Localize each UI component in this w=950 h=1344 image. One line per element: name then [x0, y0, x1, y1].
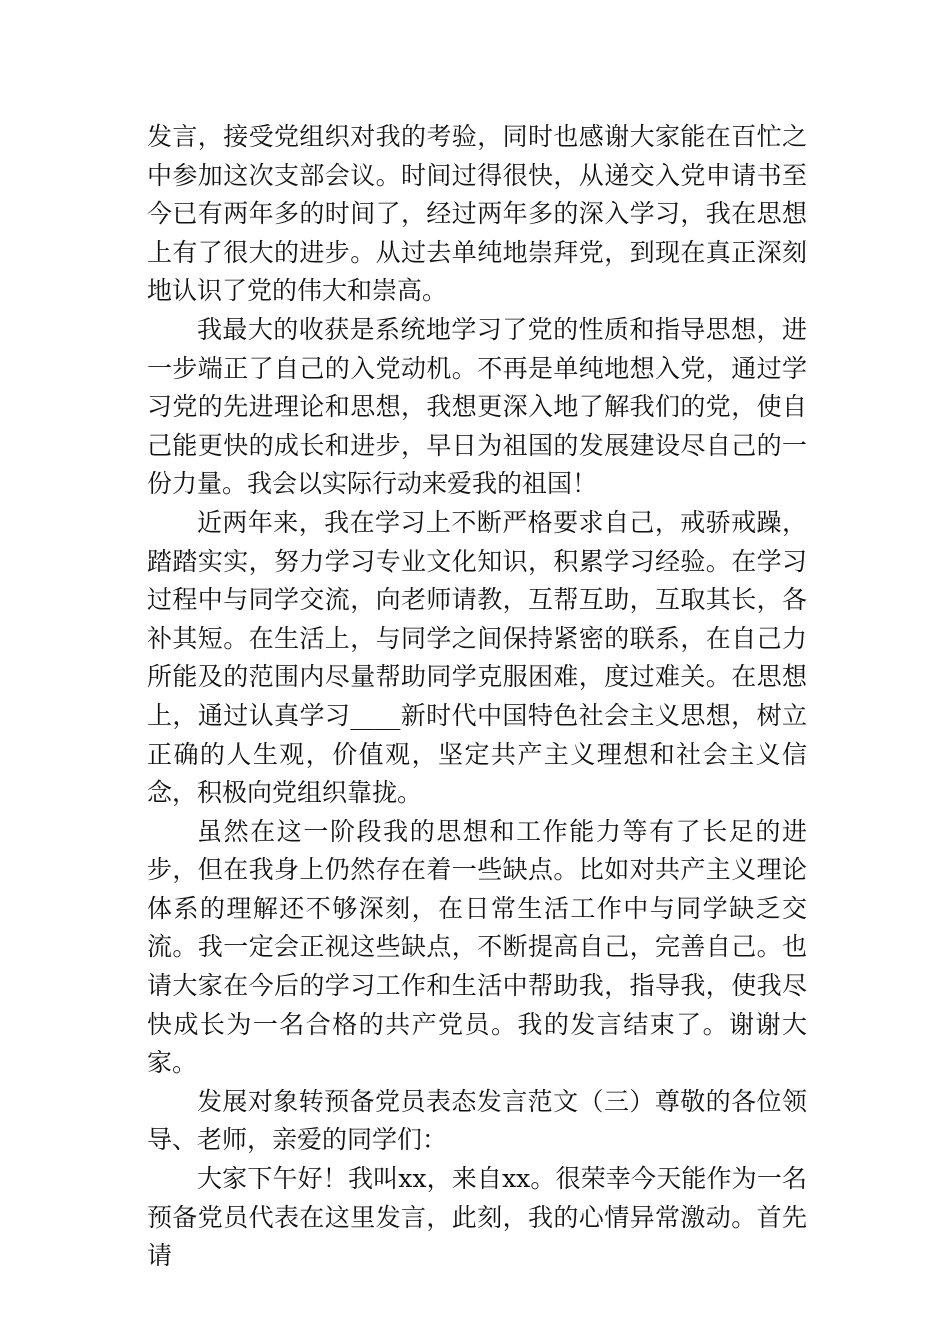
paragraph-1: 发言，接受党组织对我的考验，同时也感谢大家能在百忙之中参加这次支部会议。时间过得很快，从递交入党申请书至今已有两年多的时间了，经过两年多的深入学习，我在思想上有了很大的进步。从过去单纯地崇拜党，到现在真正深刻地认识了党的伟大和崇高。 — [147, 122, 807, 306]
paragraph-4: 虽然在这一阶段我的思想和工作能力等有了长足的进步，但在我身上仍然存在着一些缺点。比如对共产主义理论体系的理解还不够深刻，在日常生活工作中与同学缺乏交流。我一定会正视这些缺点，不断提高自己，完善自己。也请大家在今后的学习工作和生活中帮助我，指导我，使我尽快成长为一名合格的共产党员。我的发言结束了。谢谢大家。 — [147, 816, 807, 1078]
document-body — [147, 118, 807, 1276]
paragraph-6: 大家下午好！我叫xx，来自xx。很荣幸今天能作为一名预备党员代表在这里发言，此刻，我的心情异常激动。首先请 — [147, 1164, 807, 1271]
paragraph-2: 我最大的收获是系统地学习了党的性质和指导思想，进一步端正了自己的入党动机。不再是单纯地想入党，通过学习党的先进理论和思想，我想更深入地了解我们的党，使自己能更快的成长和进步，早日为祖国的发展建设尽自己的一份力量。我会以实际行动来爱我的祖国！ — [147, 314, 807, 499]
paragraph-5-heading: 发展对象转预备党员表态发言范文（三）尊敬的各位领导、老师，亲爱的同学们： — [147, 1086, 807, 1155]
paragraph-3: 近两年来，我在学习上不断严格要求自己，戒骄戒躁，踏踏实实，努力学习专业文化知识，积累学习经验。在学习过程中与同学交流，向老师请教，互帮互助，互取其长，各补其短。在生活上，与同学之间保持紧密的联系，在自己力所能及的范围内尽量帮助同学克服困难，度过难关。在思想上，通过认真学习____新时代中国特色社会主义思想，树立正确的人生观，价值观，坚定共产主义理想和社会主义信念，积极向党组织靠拢。 — [147, 507, 807, 808]
